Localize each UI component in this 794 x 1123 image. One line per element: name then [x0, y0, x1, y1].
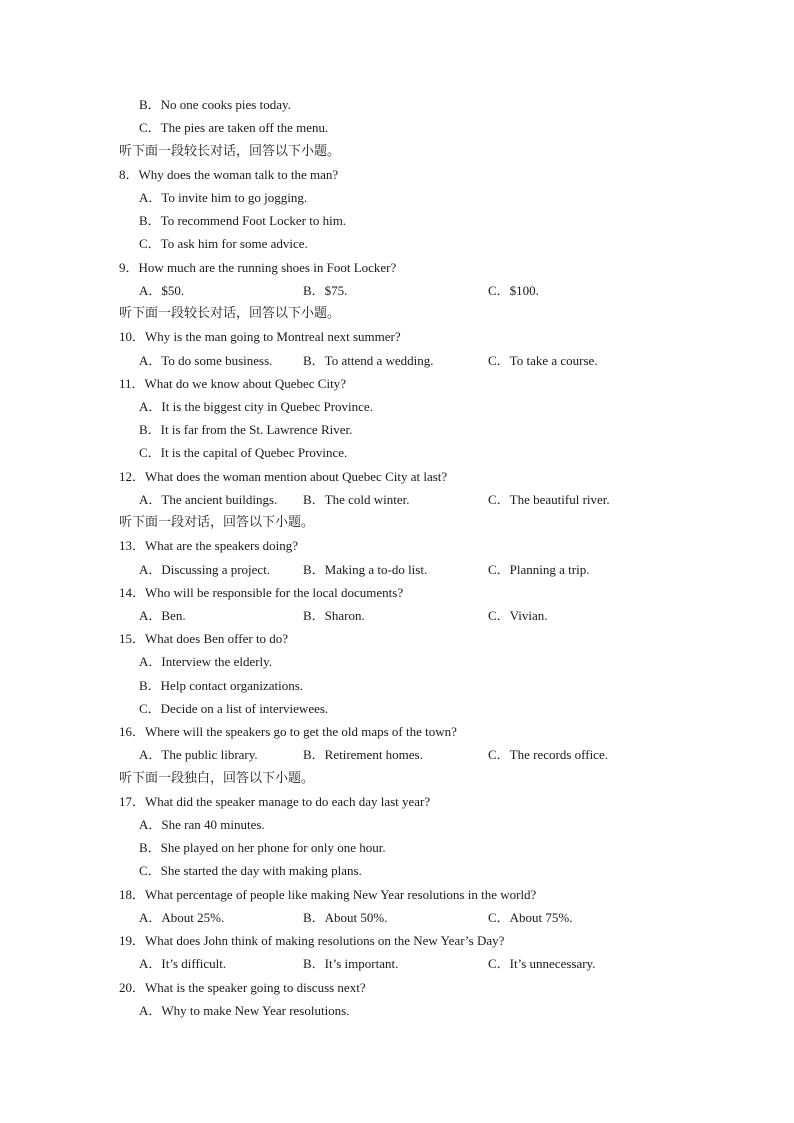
option-19b: B．It’s important.: [303, 956, 399, 971]
option-9a: A．$50.: [139, 283, 185, 298]
option-14a: A．Ben.: [139, 608, 186, 623]
option-16b: B．Retirement homes.: [303, 747, 423, 762]
option-7b: B．No one cooks pies today.: [139, 97, 291, 112]
question-18: 18．What percentage of people like making New Year resolutions in the world?: [119, 887, 537, 902]
option-18a: A．About 25%.: [139, 910, 225, 925]
option-8b: B．To recommend Foot Locker to him.: [139, 213, 347, 228]
option-10c: C．To take a course.: [488, 353, 598, 368]
option-10a: A．To do some business.: [139, 353, 273, 368]
option-9b: B．$75.: [303, 283, 348, 298]
question-12: 12．What does the woman mention about Quebec City at last?: [119, 469, 448, 484]
option-18c: C．About 75%.: [488, 910, 573, 925]
option-12c: C．The beautiful river.: [488, 492, 610, 507]
option-16a: A．The public library.: [139, 747, 258, 762]
option-15a: A．Interview the elderly.: [139, 654, 273, 669]
question-13: 13．What are the speakers doing?: [119, 538, 299, 553]
option-20a: A．Why to make New Year resolutions.: [139, 1003, 350, 1018]
question-8: 8．Why does the woman talk to the man?: [119, 167, 339, 182]
option-9c: C．$100.: [488, 283, 539, 298]
option-17a: A．She ran 40 minutes.: [139, 817, 265, 832]
option-19a: A．It’s difficult.: [139, 956, 227, 971]
option-16c: C．The records office.: [488, 747, 608, 762]
option-19c: C．It’s unnecessary.: [488, 956, 596, 971]
section-instruction: 听下面一段对话，回答以下小题。: [119, 515, 315, 530]
option-13a: A．Discussing a project.: [139, 562, 271, 577]
question-9: 9．How much are the running shoes in Foot Locker?: [119, 260, 397, 275]
option-13b: B．Making a to-do list.: [303, 562, 428, 577]
question-15: 15．What does Ben offer to do?: [119, 631, 289, 646]
option-14c: C．Vivian.: [488, 608, 548, 623]
option-13c: C．Planning a trip.: [488, 562, 590, 577]
option-7c: C．The pies are taken off the menu.: [139, 120, 329, 135]
option-15c: C．Decide on a list of interviewees.: [139, 701, 329, 716]
question-17: 17．What did the speaker manage to do each day last year?: [119, 794, 431, 809]
option-17c: C．She started the day with making plans.: [139, 863, 362, 878]
option-11b: B．It is far from the St. Lawrence River.: [139, 422, 353, 437]
option-18b: B．About 50%.: [303, 910, 388, 925]
option-12a: A．The ancient buildings.: [139, 492, 278, 507]
section-instruction: 听下面一段较长对话，回答以下小题。: [119, 144, 341, 159]
option-11c: C．It is the capital of Quebec Province.: [139, 445, 348, 460]
option-8c: C．To ask him for some advice.: [139, 236, 308, 251]
question-14: 14．Who will be responsible for the local documents?: [119, 585, 404, 600]
question-20: 20．What is the speaker going to discuss next?: [119, 980, 366, 995]
option-17b: B．She played on her phone for only one hour.: [139, 840, 386, 855]
question-10: 10．Why is the man going to Montreal next summer?: [119, 329, 401, 344]
question-11: 11．What do we know about Quebec City?: [119, 376, 346, 391]
option-15b: B．Help contact organizations.: [139, 678, 304, 693]
option-11a: A．It is the biggest city in Quebec Province.: [139, 399, 373, 414]
section-instruction: 听下面一段独白，回答以下小题。: [119, 771, 315, 786]
question-19: 19．What does John think of making resolutions on the New Year’s Day?: [119, 933, 505, 948]
option-10b: B．To attend a wedding.: [303, 353, 434, 368]
option-14b: B．Sharon.: [303, 608, 365, 623]
section-instruction: 听下面一段较长对话，回答以下小题。: [119, 306, 341, 321]
option-8a: A．To invite him to go jogging.: [139, 190, 308, 205]
option-12b: B．The cold winter.: [303, 492, 410, 507]
question-16: 16．Where will the speakers go to get the old maps of the town?: [119, 724, 457, 739]
